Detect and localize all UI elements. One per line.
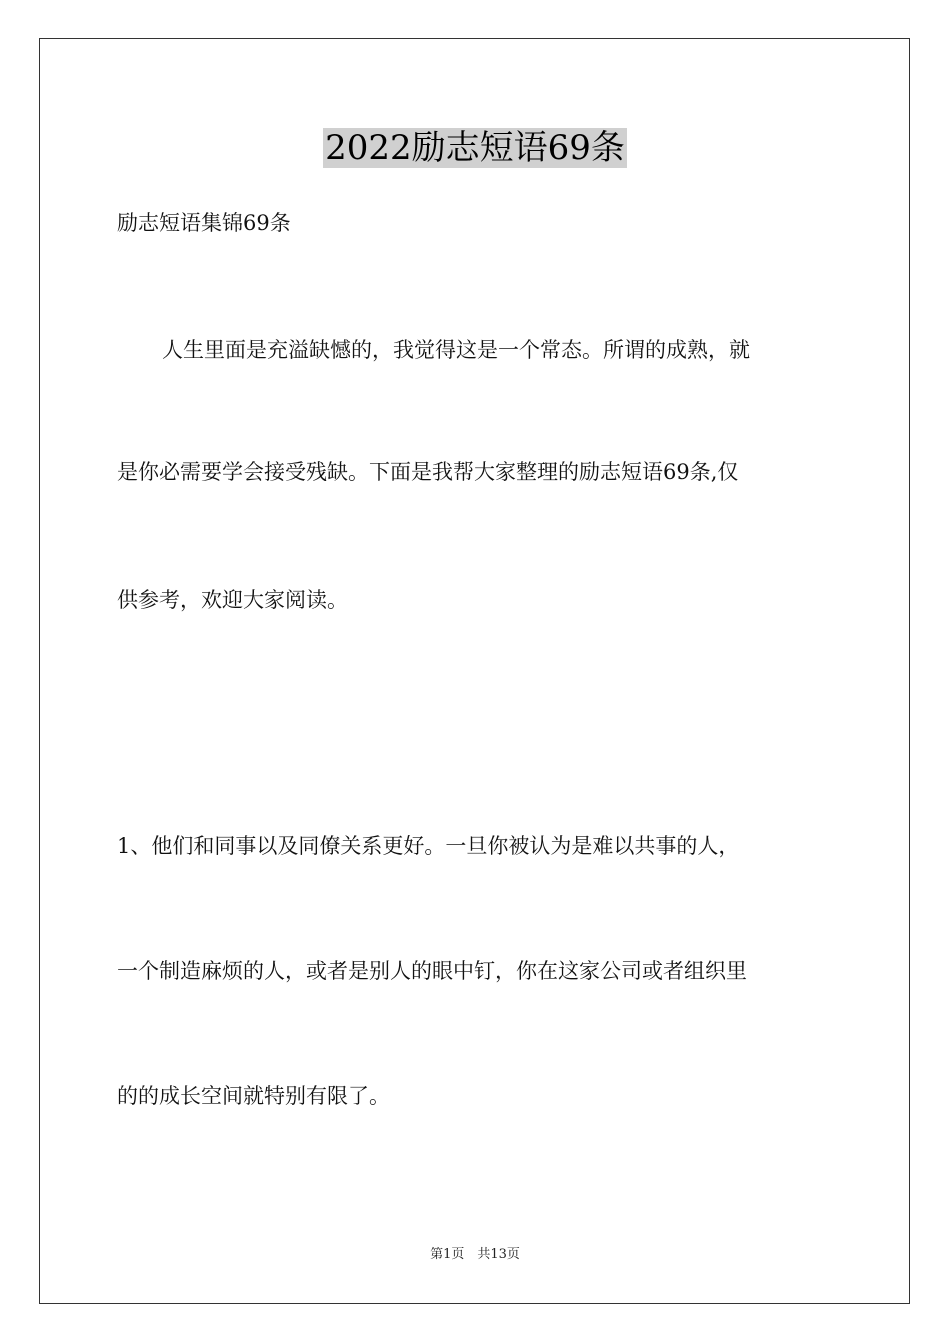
document-title: 2022励志短语69条 [325,128,625,168]
document-subtitle: 励志短语集锦69条 [117,211,291,235]
title-container [0,128,950,168]
item-1-line-3: 的的成长空间就特别有限了。 [117,1084,390,1108]
item-1-line-2: 一个制造麻烦的人，或者是别人的眼中钉，你在这家公司或者组织里 [117,959,747,983]
item-1-line-1: 1、他们和同事以及同僚关系更好。一旦你被认为是难以共事的人， [117,834,740,858]
intro-line-2: 是你必需要学会接受残缺。下面是我帮大家整理的励志短语69条,仅 [117,460,739,484]
intro-line-3: 供参考，欢迎大家阅读。 [117,588,348,612]
intro-line-1: 人生里面是充溢缺憾的，我觉得这是一个常态。所谓的成熟，就 [162,338,750,362]
page-footer: 第1页 共13页 [430,1247,520,1262]
